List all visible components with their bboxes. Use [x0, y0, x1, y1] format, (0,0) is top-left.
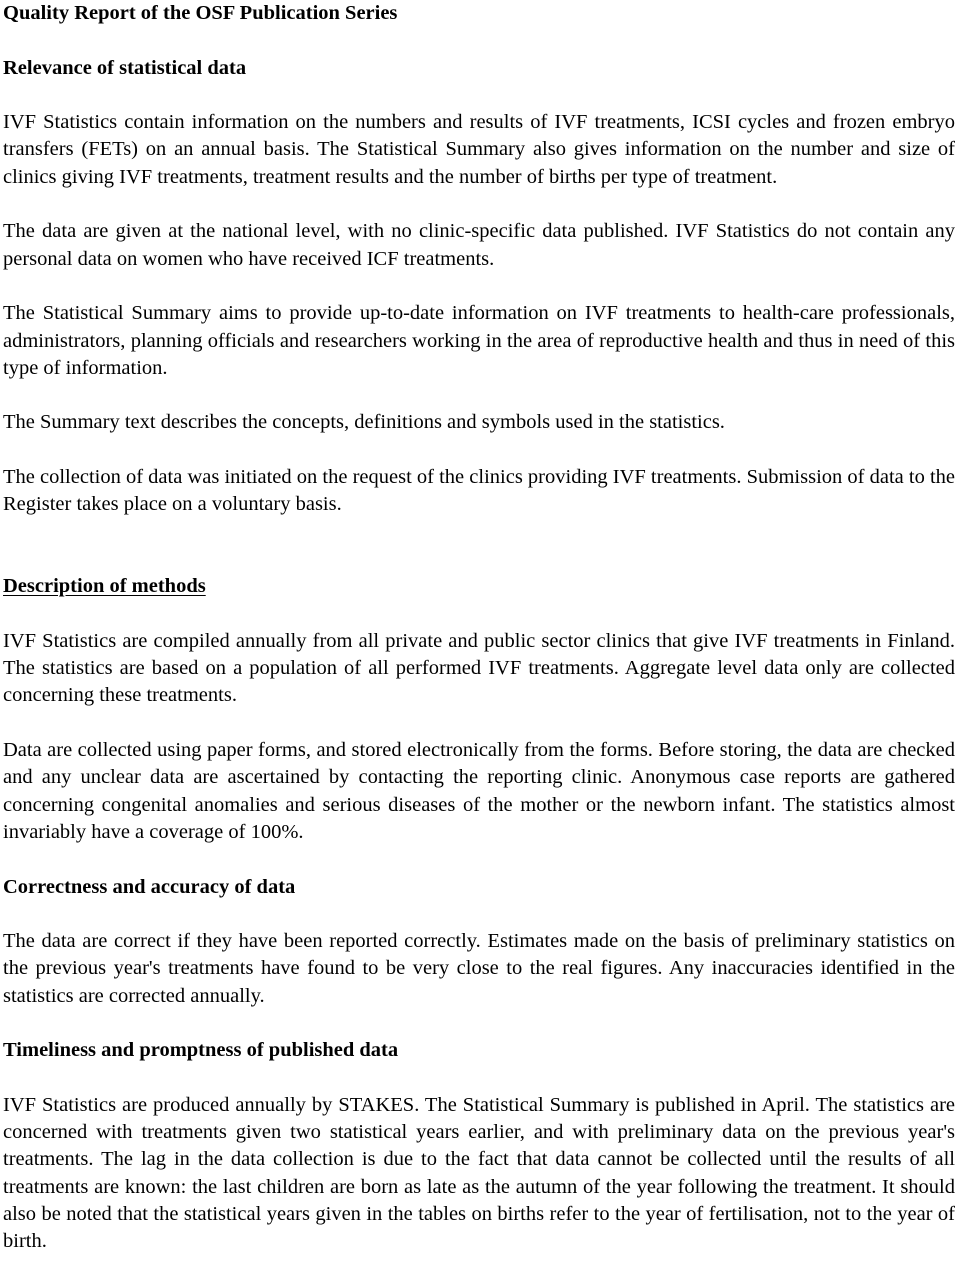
paragraph: IVF Statistics contain information on the numbers and results of IVF treatments, ICSI cycles and frozen embryo transfers (FETs) on an annual basis. The Statistical Summary also gives information on the number and size of clinics giving IVF treatments, treatment results and the number of births per type of treatment. — [3, 111, 955, 188]
paragraph: IVF Statistics are produced annually by STAKES. The Statistical Summary is published in April. The statistics are concerned with treatments given two statistical years earlier, and with preliminary data on the previous year's treatments. The lag in the data collection is due to the fact that data cannot be collected until the results of all treatments are known: the last children are born as late as the autumn of the year following the treatment. It should also be noted that the statistical years given in the tables on births refer to the year of fertilisation, not to the year of birth. — [3, 1093, 955, 1253]
paragraph: The Summary text describes the concepts, definitions and symbols used in the statistics. — [3, 411, 725, 434]
paragraph: The Statistical Summary aims to provide up-to-date information on IVF treatments to health-care professionals, administrators, planning officials and researchers working in the area of reproductive health and thus in need of this type of information. — [3, 302, 955, 379]
section-heading-relevance: Relevance of statistical data — [3, 56, 247, 79]
section-heading-methods: Description of methods — [3, 575, 206, 598]
paragraph: The collection of data was initiated on the request of the clinics providing IVF treatments. Submission of data to the Register takes place on a voluntary basis. — [3, 466, 955, 516]
paragraph: IVF Statistics are compiled annually from all private and public sector clinics that give IVF treatments in Finland. The statistics are based on a population of all performed IVF treatments. Aggregate level data only are collected concerning these treatments. — [3, 629, 955, 707]
paragraph: The data are given at the national level, with no clinic-specific data published. IVF Statistics do not contain any personal data on women who have received ICF treatments. — [3, 220, 955, 270]
section-heading-timeliness: Timeliness and promptness of published data — [3, 1039, 399, 1062]
paragraph: The data are correct if they have been reported correctly. Estimates made on the basis of preliminary statistics on the previous year's treatments have found to be very close to the real figures. Any inaccuracies identified in the statistics are corrected annually. — [3, 930, 955, 1007]
section-heading-correctness: Correctness and accuracy of data — [3, 875, 296, 898]
document-title: Quality Report of the OSF Publication Series — [3, 2, 398, 24]
document-page — [3, 0, 955, 1256]
paragraph: Data are collected using paper forms, and stored electronically from the forms. Before storing, the data are checked and any unclear data are ascertained by contacting the reporting clinic. Anonymous case reports are gathered concerning congenital anomalies and serious diseases of the mother or the newborn infant. The statistics almost invariably have a coverage of 100%. — [3, 739, 955, 843]
